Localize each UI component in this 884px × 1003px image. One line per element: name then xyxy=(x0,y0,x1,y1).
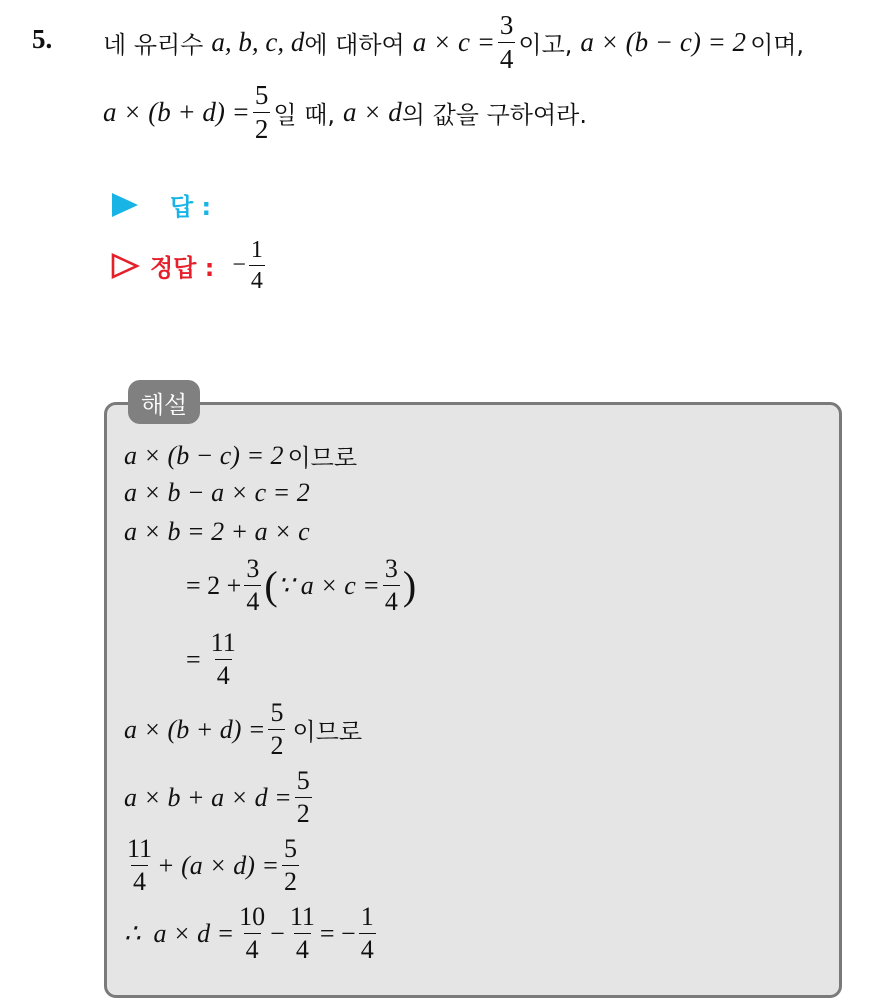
outline-triangle-icon xyxy=(110,252,140,280)
fraction: $\frac{5}{2}$ xyxy=(284,834,297,896)
solution-line: a × b − a × c = 2 xyxy=(124,478,310,507)
problem-text: 이고, xyxy=(518,31,573,59)
solution-line: a × b + a × d = $\frac{5}{2}$ xyxy=(124,766,310,828)
play-triangle-icon xyxy=(110,191,140,219)
solution-line: a × b = 2 + a × c xyxy=(124,517,310,546)
fraction: $\frac{3}{4}$ xyxy=(499,10,514,74)
fraction: $\frac{3}{4}$ xyxy=(384,554,398,616)
correct-answer-sign: − xyxy=(232,252,246,278)
solution-line: $\frac{11}{4}$ + (a × d) = $\frac{5}{2}$ xyxy=(127,834,297,896)
problem-expression: a × d xyxy=(343,97,402,127)
problem-expression: a × c = xyxy=(412,27,495,57)
solution-line: ∴ a × d = $\frac{10}{4}$ − $\frac{11}{4}$ = − $\frac{1}{4}$ xyxy=(124,902,374,964)
problem-expression: a × (b − c) = 2 xyxy=(580,27,747,57)
problem-text: 네 유리수 xyxy=(103,31,204,59)
correct-answer-label: 정답 : xyxy=(150,254,215,282)
fraction: $\frac{11}{4}$ xyxy=(127,834,153,896)
fraction: $\frac{11}{4}$ xyxy=(289,902,315,964)
problem-number: 5. xyxy=(32,24,53,54)
problem-text: 일 때, xyxy=(273,101,336,129)
solution-line: = 2 + $\frac{3}{4}$ ( ∵ a × c = $\frac{3}{4}$ ) xyxy=(186,554,417,616)
solution-line: a × (b − c) = 2 이므로 xyxy=(124,440,358,472)
fraction: $\frac{10}{4}$ xyxy=(239,902,266,964)
problem-text: 의 값을 구하여라. xyxy=(401,101,587,129)
fraction: $\frac{5}{2}$ xyxy=(254,80,269,144)
problem-line-1 xyxy=(103,12,804,73)
answer-row xyxy=(110,187,211,222)
fraction: $\frac{11}{4}$ xyxy=(210,628,236,690)
correct-answer-fraction: $\frac{1}{4}$ xyxy=(250,237,263,294)
problem-line-2 xyxy=(103,82,587,143)
solution-line: a × (b + d) = $\frac{5}{2}$ 이므로 xyxy=(124,698,363,760)
problem-expression: a × (b + d) = xyxy=(103,97,250,127)
fraction: $\frac{5}{2}$ xyxy=(270,698,284,760)
problem-variables: a, b, c, d xyxy=(211,27,305,57)
solution-line: = $\frac{11}{4}$ xyxy=(186,628,236,690)
problem-text: 에 대하여 xyxy=(304,31,405,59)
answer-label: 답 : xyxy=(170,193,212,221)
fraction: $\frac{1}{4}$ xyxy=(360,902,374,964)
correct-answer-row xyxy=(110,238,268,293)
fraction: $\frac{3}{4}$ xyxy=(246,554,260,616)
problem-text: 이며, xyxy=(750,31,805,59)
solution-tab: 해설 xyxy=(128,380,200,424)
fraction: $\frac{5}{2}$ xyxy=(296,766,310,828)
